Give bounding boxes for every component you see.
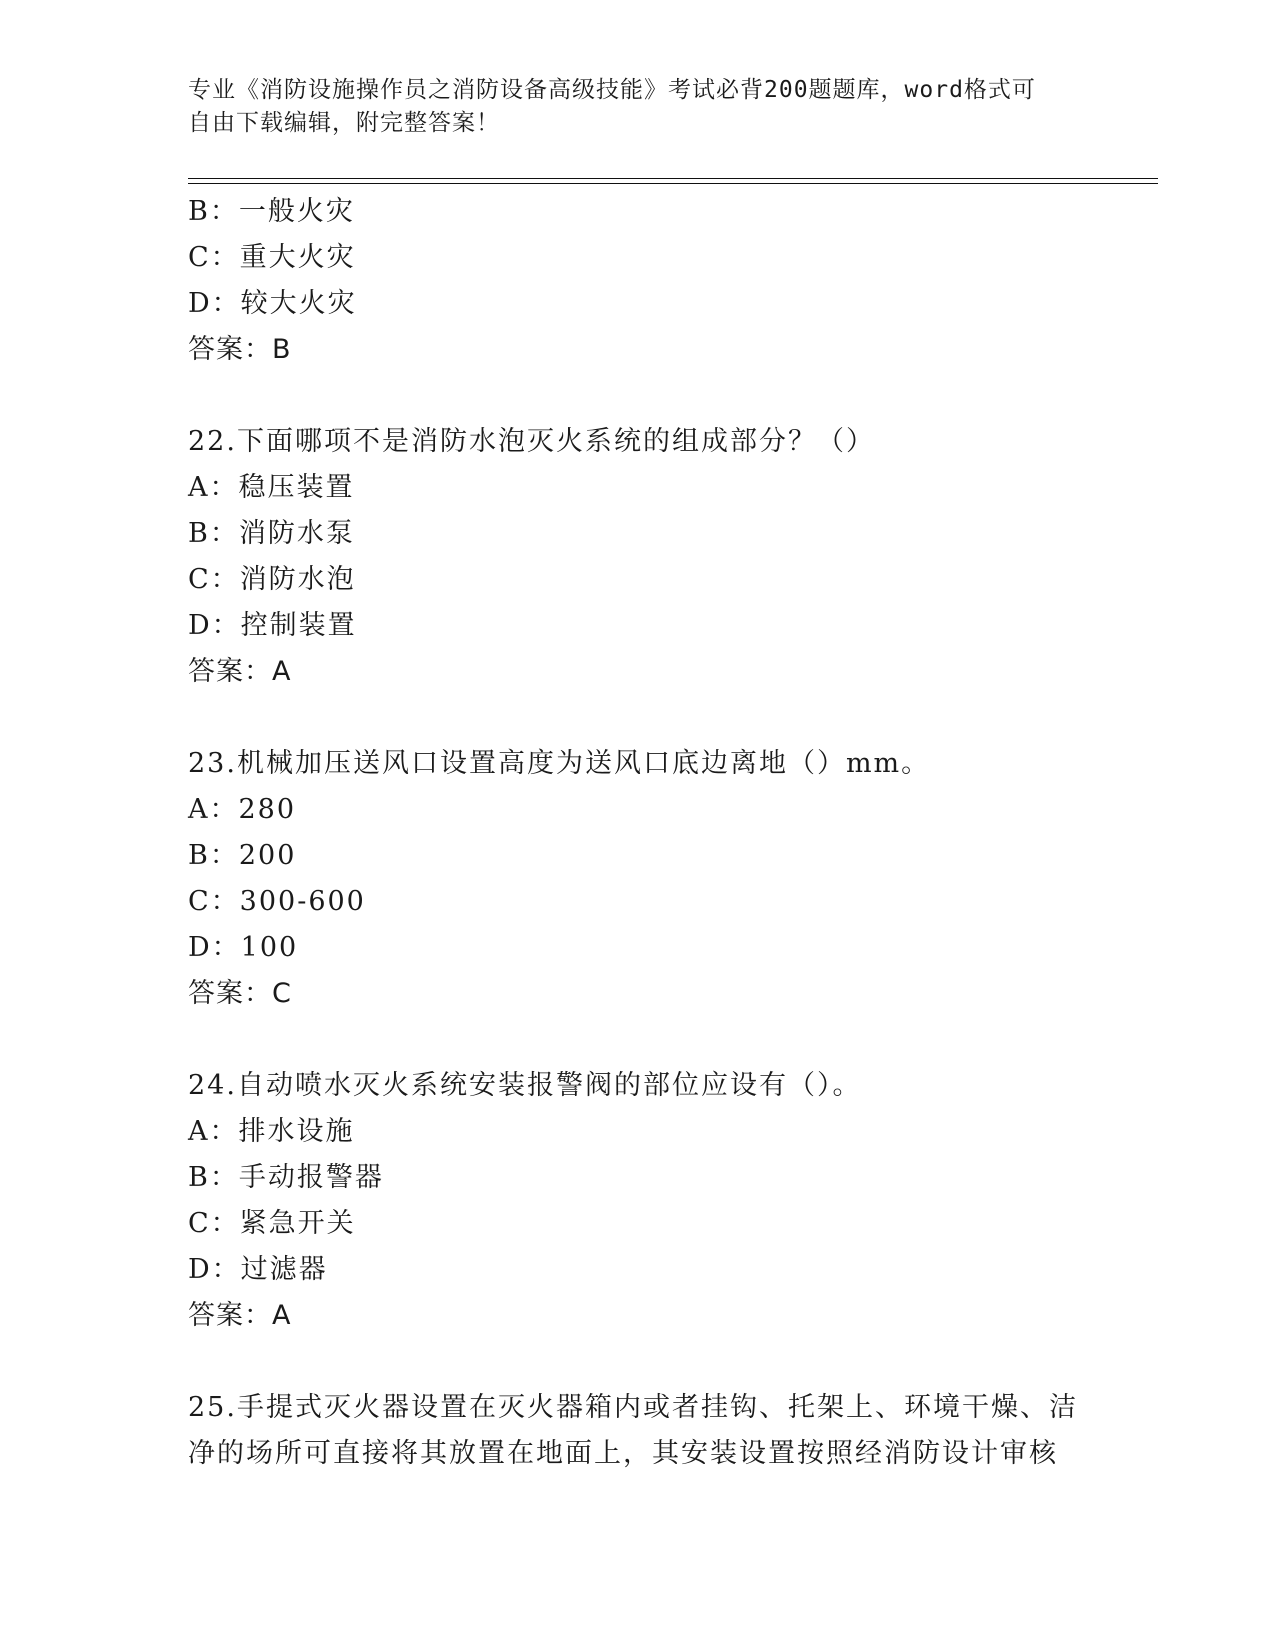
option-c: C：紧急开关: [188, 1208, 356, 1239]
spacer: [188, 1339, 1148, 1385]
option-d: D：控制装置: [188, 610, 357, 641]
document-header: [188, 74, 1088, 140]
answer-text: 答案：A: [188, 656, 292, 687]
spacer: [188, 695, 1148, 741]
spacer: [188, 373, 1148, 419]
answer-text: 答案：C: [188, 978, 292, 1009]
option-a: A：排水设施: [188, 1116, 355, 1147]
header-divider-top: [188, 178, 1158, 179]
question-text: 24.自动喷水灭火系统安装报警阀的部位应设有（）。: [188, 1070, 862, 1101]
question-text-line-1: 25.手提式灭火器设置在灭火器箱内或者挂钩、托架上、环境干燥、洁: [188, 1392, 1078, 1423]
option-a: A：280: [188, 794, 297, 825]
question-text-line-2: 净的场所可直接将其放置在地面上，其安装设置按照经消防设计审核: [188, 1438, 1058, 1469]
option-b: B：200: [188, 840, 297, 871]
option-d: D：过滤器: [188, 1254, 328, 1285]
option-a: A：稳压装置: [188, 472, 355, 503]
option-d: D：较大火灾: [188, 288, 357, 319]
question-text: 23.机械加压送风口设置高度为送风口底边离地（）mm。: [188, 748, 931, 779]
header-divider-bottom: [188, 183, 1158, 184]
question-block-24: [188, 1063, 1148, 1339]
question-block-25: [188, 1385, 1148, 1477]
header-line-1: 专业《消防设施操作员之消防设备高级技能》考试必背200题题库，word格式可: [188, 77, 1036, 103]
question-block-22: [188, 419, 1148, 695]
header-line-2: 自由下载编辑，附完整答案！: [188, 110, 500, 136]
option-d: D：100: [188, 932, 299, 963]
option-b: B：一般火灾: [188, 196, 355, 227]
option-c: C：重大火灾: [188, 242, 356, 273]
question-block-21: [188, 189, 1148, 373]
answer-text: 答案：A: [188, 1300, 292, 1331]
question-list: [188, 189, 1148, 1477]
option-b: B：手动报警器: [188, 1162, 384, 1193]
spacer: [188, 1017, 1148, 1063]
question-text: 22.下面哪项不是消防水泡灭火系统的组成部分？（）: [188, 426, 875, 457]
option-c: C：消防水泡: [188, 564, 356, 595]
answer-text: 答案：B: [188, 334, 292, 365]
option-c: C：300-600: [188, 886, 366, 917]
question-block-23: [188, 741, 1148, 1017]
option-b: B：消防水泵: [188, 518, 355, 549]
